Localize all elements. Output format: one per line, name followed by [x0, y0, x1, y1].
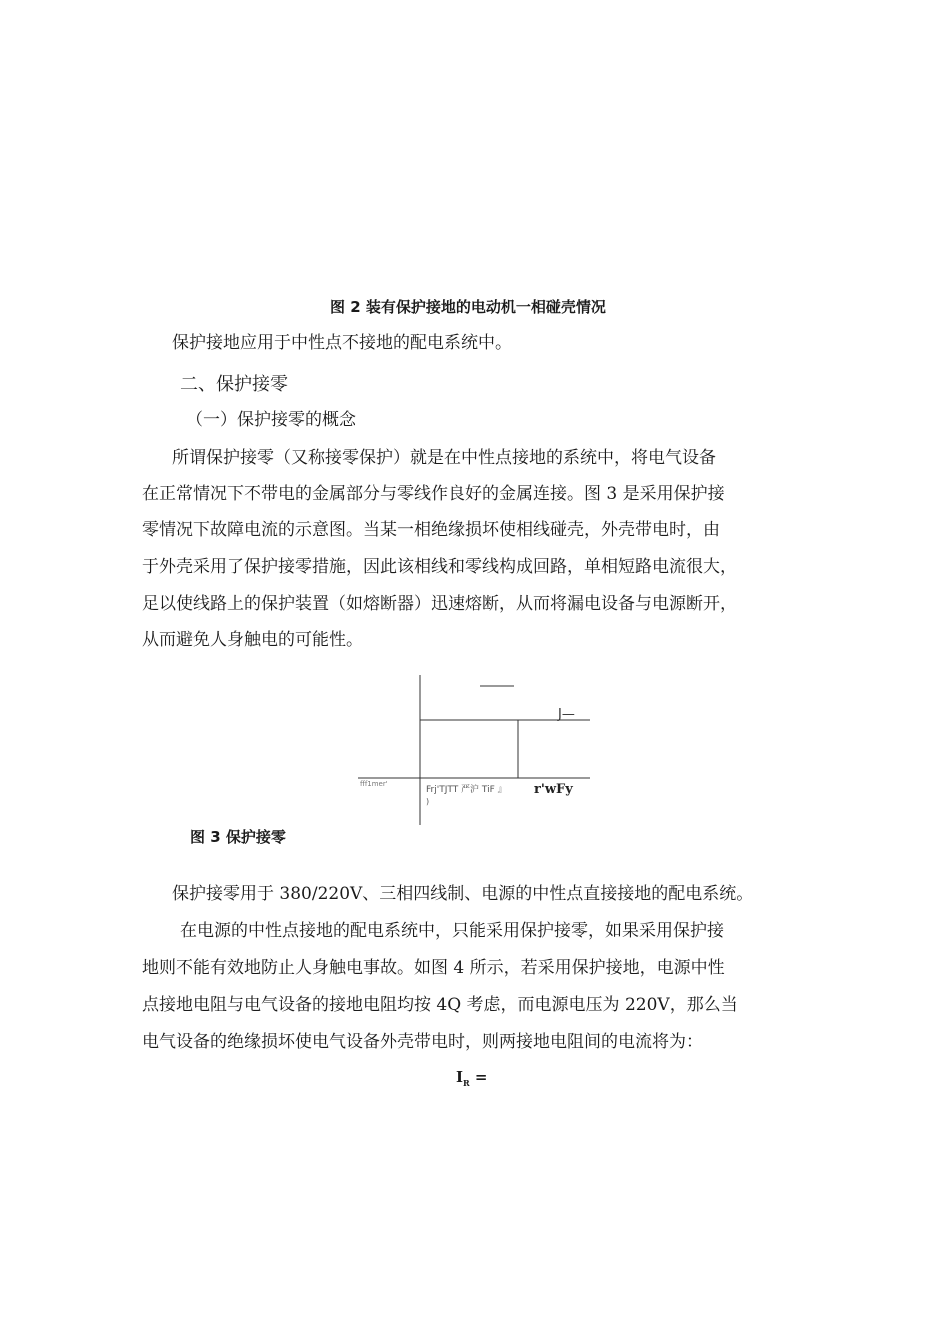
paragraph3-line: 在电源的中性点接地的配电系统中，只能采用保护接零，如果采用保护接 [180, 921, 724, 941]
figure3-diagram [350, 670, 600, 830]
paragraph1-line: 于外壳采用了保护接零措施，因此该相线和零线构成回路，单相短路电流很大， [142, 557, 737, 577]
formula-operator: = [474, 1068, 488, 1086]
label-top-right: J— [558, 707, 575, 722]
formula [456, 1068, 488, 1088]
intro-sentence: 保护接地应用于中性点不接地的配电系统中。 [172, 333, 512, 353]
paragraph3-line: 地则不能有效地防止人身触电事故。如图 4 所示，若采用保护接地，电源中性 [142, 958, 725, 978]
section-heading: 二、保护接零 [180, 374, 288, 395]
paragraph2: 保护接零用于 380/220V、三相四线制、电源的中性点直接接地的配电系统。 [172, 884, 754, 904]
paragraph1-line: 在正常情况下不带电的金属部分与零线作良好的金属连接。图 3 是采用保护接 [142, 484, 725, 504]
paragraph1-line: 足以使线路上的保护装置（如熔断器）迅速熔断，从而将漏电设备与电源断开， [142, 594, 737, 614]
subsection-heading: （一）保护接零的概念 [186, 410, 356, 430]
paragraph1-line: 所谓保护接零（又称接零保护）就是在中性点接地的系统中，将电气设备 [172, 448, 716, 468]
label-left: fff1mer' [360, 780, 388, 788]
label-center-sub: ) [426, 797, 430, 806]
paragraph1-line: 零情况下故障电流的示意图。当某一相绝缘损坏使相线碰壳，外壳带电时，由 [142, 520, 720, 540]
paragraph1-line: 从而避免人身触电的可能性。 [142, 630, 363, 650]
figure3-caption: 图 3 保护接零 [190, 828, 286, 846]
figure2-caption: 图 2 装有保护接地的电动机一相碰壳情况 [330, 298, 606, 316]
paragraph3-line: 电气设备的绝缘损坏使电气设备外壳带电时，则两接地电阻间的电流将为： [142, 1032, 703, 1052]
paragraph3-line: 点接地电阻与电气设备的接地电阻均按 4Q 考虑，而电源电压为 220V，那么当 [142, 995, 738, 1015]
formula-subscript: R [463, 1078, 470, 1088]
formula-symbol: I [456, 1068, 464, 1086]
label-center: Frj'TJTT 严沪 TiF 』 [426, 785, 507, 795]
label-right: r'wFy [534, 782, 573, 797]
